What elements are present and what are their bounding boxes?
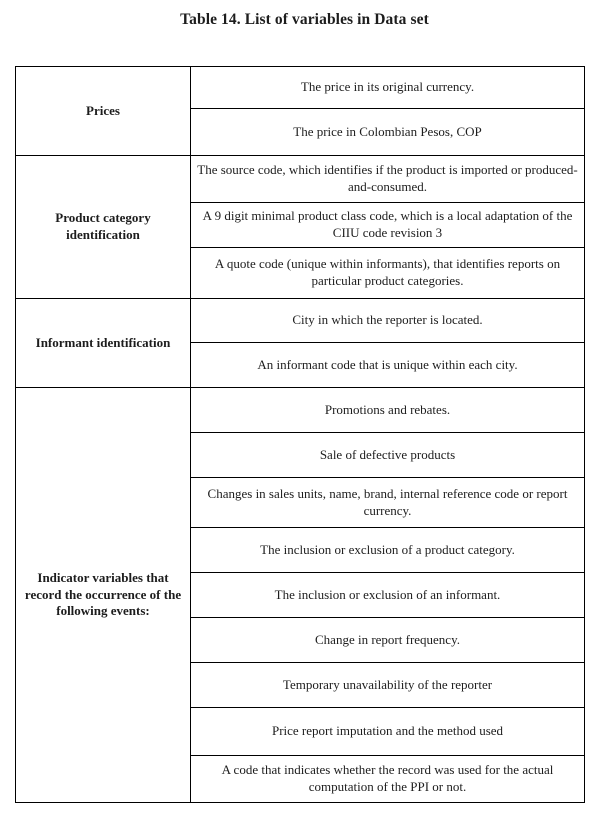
table-row <box>16 67 585 109</box>
variable-description-cell: The source code, which identifies if the product is imported or produced-and-consumed. <box>191 156 585 203</box>
variable-description-cell: A 9 digit minimal product class code, which is a local adaptation of the CIIU code revision 3 <box>191 203 585 248</box>
variable-description-cell: Price report imputation and the method used <box>191 708 585 756</box>
table-row <box>16 156 585 203</box>
category-label-cell: Product category identification <box>16 156 191 299</box>
variable-description-cell: Change in report frequency. <box>191 618 585 663</box>
variable-description-cell: A code that indicates whether the record was used for the actual computation of the PPI or not. <box>191 756 585 803</box>
variable-description-cell: Temporary unavailability of the reporter <box>191 663 585 708</box>
variable-description-cell: A quote code (unique within informants), that identifies reports on particular product categories. <box>191 248 585 299</box>
variables-table <box>15 66 585 803</box>
variable-description-cell: Changes in sales units, name, brand, internal reference code or report currency. <box>191 478 585 528</box>
variables-table-body <box>16 67 585 803</box>
variable-description-cell: An informant code that is unique within each city. <box>191 343 585 388</box>
category-label-cell: Informant identification <box>16 299 191 388</box>
table-row <box>16 299 585 343</box>
variable-description-cell: City in which the reporter is located. <box>191 299 585 343</box>
table-caption: Table 14. List of variables in Data set <box>180 11 429 28</box>
variable-description-cell: The inclusion or exclusion of an informant. <box>191 573 585 618</box>
variable-description-cell: Sale of defective products <box>191 433 585 478</box>
variable-description-cell: The price in its original currency. <box>191 67 585 109</box>
variable-description-cell: The price in Colombian Pesos, COP <box>191 109 585 156</box>
category-label-cell: Indicator variables that record the occurrence of the following events: <box>16 388 191 803</box>
category-label-cell: Prices <box>16 67 191 156</box>
variable-description-cell: The inclusion or exclusion of a product category. <box>191 528 585 573</box>
table-row <box>16 388 585 433</box>
variable-description-cell: Promotions and rebates. <box>191 388 585 433</box>
